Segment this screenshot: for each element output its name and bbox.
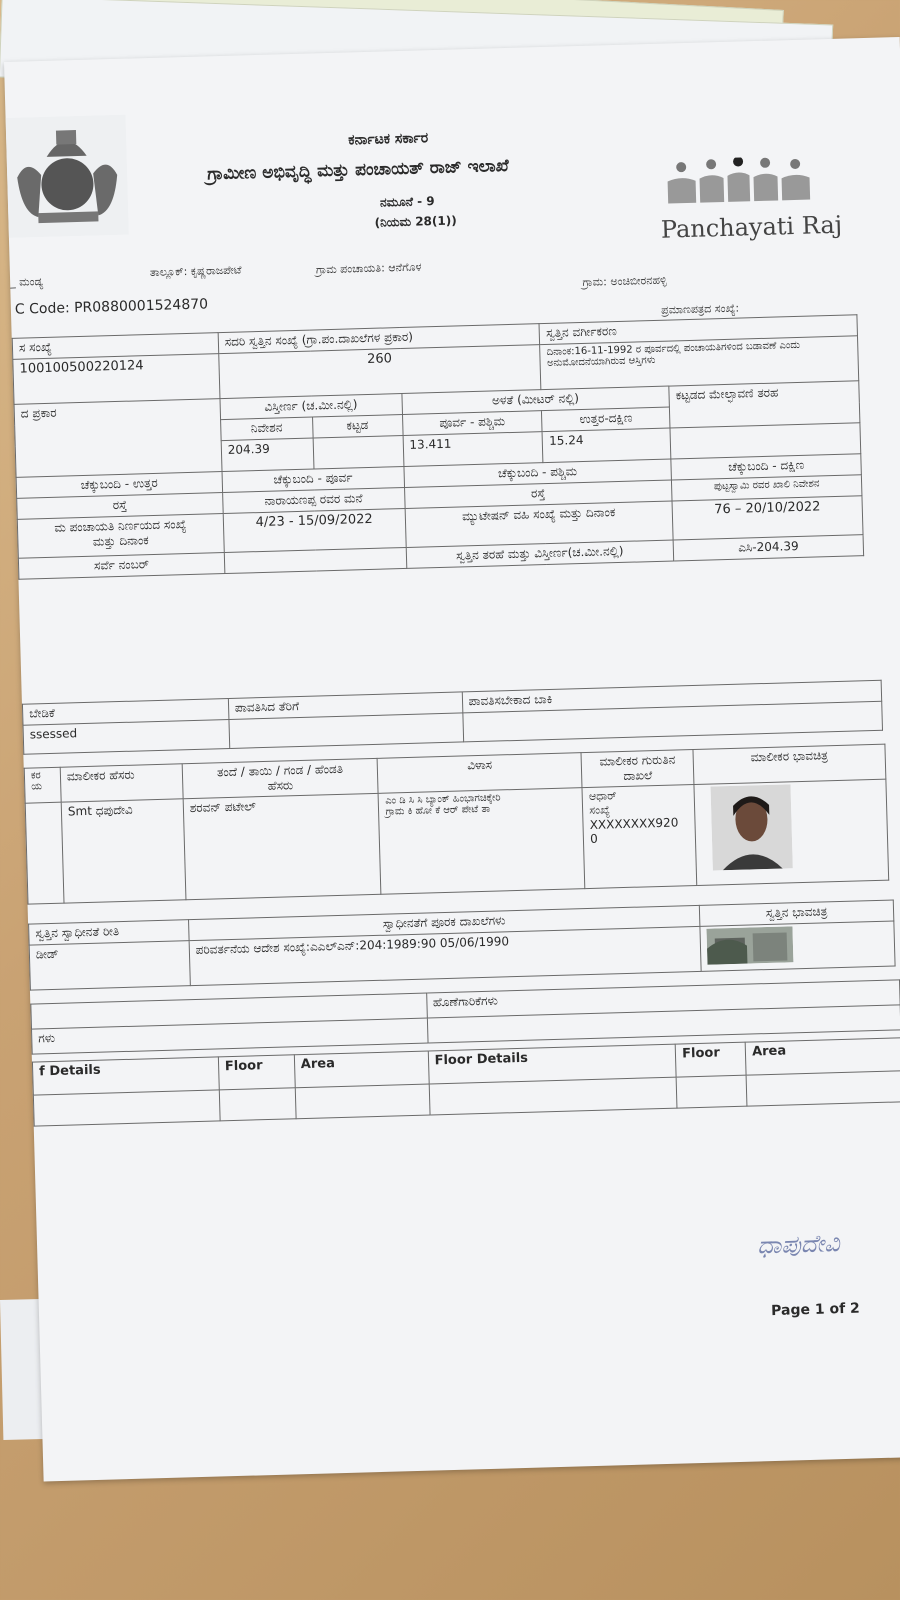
signature: ಧಾಪುದೇವಿ (756, 1229, 841, 1260)
owner-address (379, 788, 585, 895)
left-area-label: Area (294, 1051, 429, 1088)
owner-id-line-2: ಸಂಖ್ಯೆ (589, 803, 611, 817)
boundary-south: ಪುಟ್ಟಸ್ವಾಮಿ ರವರ ಖಾಲಿ ನಿವೇಶನ (672, 475, 862, 501)
id-label-line-1: ಮಾಲೀಕರ ಗುರುತಿನ (599, 752, 676, 769)
right-floor-details-value (429, 1077, 677, 1115)
karnataka-emblem-icon (6, 115, 129, 238)
right-floor-details-label: Floor Details (428, 1044, 676, 1084)
id-label-line-2: ದಾಖಲೆ (623, 768, 653, 783)
east-west-label: ಪೂರ್ವ - ಪಶ್ಚಿಮ (402, 411, 542, 436)
left-floor-label: Floor (218, 1055, 295, 1090)
survey-number (224, 547, 406, 573)
boundary-west: ರಸ್ತೆ (404, 480, 672, 508)
owner-photo-icon (711, 784, 793, 870)
property-type-area-label: ಸ್ವತ್ತಿನ ತರಹೆ ಮತ್ತು ವಿಸ್ತೀರ್ಣ(ಚ.ಮೀ.ನಲ್ಲಿ) (406, 540, 674, 568)
assessed-status: ssessed (23, 719, 230, 754)
liabilities-label: ಹೊಣೆಗಾರಿಕೆಗಳು (426, 980, 900, 1018)
panchayati-raj-logo-icon (663, 155, 814, 209)
property-number: 100100500220124 (13, 354, 220, 405)
form-number: ನಮೂನೆ - 9 (379, 194, 435, 210)
owner-address-line-2: ಗ್ರಾಮ ಕಿ ಹೋ ಕೆ ಆರ್ ಪೇಟೆ ತಾ (385, 803, 491, 818)
village: ಗ್ರಾಮ: ಅಂಚಿಬೀರನಹಳ್ಳಿ (582, 273, 667, 289)
owner-name: Smt ಧಪುದೇವಿ (61, 799, 186, 903)
liabilities-left-label: ಗಳು (32, 1018, 428, 1054)
property-photo-icon (707, 926, 794, 964)
left-floor-details-value (33, 1090, 220, 1126)
resolution-label (17, 514, 224, 559)
tax-table (22, 680, 883, 755)
serial-value (25, 802, 64, 904)
certificate-number-label: ಪ್ರಮಾಣಪತ್ರದ ಸಂಖ್ಯೆ: (661, 301, 740, 317)
owner-id-line-1: ಆಧಾರ್ (588, 789, 617, 803)
owner-address-line-1: ಎಂ ಡಿ ಸಿ ಸಿ ಬ್ಯಾಂಕ್ ಹಿಂಭಾಗಚಿಕ್ಕೇರಿ (385, 792, 501, 807)
north-south-value: 15.24 (542, 428, 671, 463)
address-label: ವಿಳಾಸ (378, 753, 583, 794)
boundary-west-label: ಚೆಕ್ಕುಬಂದಿ - ಪಶ್ಚಿಮ (404, 459, 672, 487)
ownership-docs: ಪರಿವರ್ತನೆಯ ಆದೇಶ ಸಂಖ್ಯೆ:ಎಎಲ್ಎನ್:204:1989:90 05/06/1990 (189, 926, 701, 985)
relation-name: ಶರವನ್ ಪಟೇಲ್ (183, 793, 381, 899)
area-label: ವಿಸ್ತೀರ್ಣ (ಚ.ಮೀ.ನಲ್ಲಿ) (220, 394, 402, 420)
classification-value: ದಿನಾಂಕ:16-11-1992 ರ ಪೂರ್ವದಲ್ಲಿ ಪಂಚಾಯತಿಗಳಿಂದ ಬಡಾವಣೆ ಎಂದು ಅನುಮೋದನೆಯಾಗಿರುವ ಆಸ್ತಿಗಳು (540, 336, 859, 390)
govt-title: ಕರ್ನಾಟಕ ಸರ್ಕಾರ (348, 130, 429, 149)
property-type-area: ಎಸಿ-204.39 (673, 535, 863, 561)
property-photo-cell (700, 921, 895, 971)
boundary-north: ರಸ್ತೆ (17, 493, 223, 520)
property-details-table (12, 314, 864, 580)
owner-photo-label: ಮಾಲೀಕರ ಭಾವಚಿತ್ರ (693, 744, 886, 784)
serial-label-line-1: ಕರ (30, 770, 41, 782)
relation-label-line-1: ತಂದೆ / ತಾಯಿ / ಗಂಡ / ಹೆಂಡತಿ (216, 761, 344, 780)
ownership-method: ಡೀಡ್ (29, 941, 190, 990)
survey-number-label: ಸರ್ವೆ ನಂಬರ್ (18, 553, 224, 580)
owner-photo-cell (694, 779, 889, 885)
panchayati-raj-text: Panchayati Raj (660, 210, 843, 244)
right-floor-label: Floor (675, 1042, 746, 1077)
east-west-value: 13.411 (403, 432, 544, 467)
paid-tax-value (229, 713, 463, 749)
ownership-method-label: ಸ್ವತ್ತಿನ ಸ್ವಾಧೀನತೆ ರೀತಿ (29, 920, 189, 945)
resolution-label-line-1: ಮ ಪಂಚಾಯತಿ ನಿರ್ಣಯದ ಸಂಖ್ಯೆ (54, 517, 187, 535)
boundary-north-label: ಚೆಕ್ಕುಬಂದಿ - ಉತ್ತರ (16, 472, 222, 499)
property-code: C Code: PR0880001524870 (14, 296, 209, 318)
taluk: ತಾಲ್ಲೂಕ್: ಕೃಷ್ಣರಾಜಪೇಟೆ (149, 263, 242, 280)
demand-label: ಬೇಡಿಕೆ (22, 698, 228, 725)
id-document-label (581, 750, 694, 788)
site-area: 204.39 (221, 438, 314, 472)
owner-id (582, 785, 697, 889)
building-label: ಕಟ್ಟಡ (312, 415, 402, 439)
right-floor-value (676, 1075, 747, 1108)
owner-id-number-end: 0 (589, 831, 598, 846)
mutation-label: ಮ್ಯುಟೇಷನ್ ವಹಿ ಸಂಖ್ಯೆ ಮತ್ತು ದಿನಾಂಕ (405, 501, 674, 547)
document-page (4, 37, 900, 1481)
classification-label: ಸ್ವತ್ತಿನ ವರ್ಗೀಕರಣ (539, 315, 857, 345)
district: _ ಮಂಡ್ಯ (9, 274, 44, 289)
department-title: ಗ್ರಾಮೀಣ ಅಭಿವೃದ್ಧಿ ಮತ್ತು ಪಂಚಾಯತ್ ರಾಜ್ ಇಲಾಖೆ (206, 155, 509, 185)
owner-name-label: ಮಾಲೀಕರ ಹೆಸರು (60, 764, 183, 802)
relation-label-line-2: ಹೆಸರು (267, 778, 294, 793)
right-area-value (746, 1071, 900, 1106)
sadara-number: 260 (219, 345, 542, 399)
dimension-label: ಅಳತೆ (ಮೀಟರ್ ನಲ್ಲಿ) (402, 386, 670, 414)
owner-id-number: XXXXXXXX920 (589, 815, 679, 832)
north-south-label: ಉತ್ತರ-ದಕ್ಷಿಣ (542, 407, 670, 432)
ownership-table (28, 899, 896, 990)
paid-tax-label: ಪಾವತಿಸಿದ ತೆರಿಗೆ (228, 692, 462, 720)
ownership-docs-label: ಸ್ವಾಧೀನತೆಗೆ ಪೂರಕ ದಾಖಲೆಗಳು (188, 905, 700, 940)
building-area (313, 436, 404, 469)
page-number: Page 1 of 2 (770, 1300, 861, 1320)
boundary-east: ನಾರಾಯಣಪ್ಪ ರವರ ಮನೆ (222, 487, 404, 513)
boundary-south-label: ಚೆಕ್ಕುಬಂದಿ - ದಕ್ಷಿಣ (671, 454, 861, 480)
gram-panchayat: ಗ್ರಾಮ ಪಂಚಾಯತಿ: ಆನೆಗೊಳ (315, 260, 422, 277)
roof-type-label: ಕಟ್ಟಡದ ಮೇಲ್ಛಾವಣಿ ತರಹ (669, 381, 860, 428)
mutation-value: 76 – 20/10/2022 (672, 496, 863, 540)
due-amount-label: ಪಾವತಿಸಬೇಕಾದ ಬಾಕಿ (462, 680, 882, 713)
left-floor-value (219, 1088, 296, 1121)
property-photo-label: ಸ್ವತ್ತಿನ ಭಾವಚಿತ್ರ (699, 900, 893, 926)
boundary-east-label: ಚೆಕ್ಕುಬಂದಿ - ಪೂರ್ವ (222, 467, 404, 493)
sadara-number-label: ಸದರಿ ಸ್ವತ್ತಿನ ಸಂಖ್ಯೆ (ಗ್ರಾ.ಪಂ.ದಾಖಲೆಗಳ ಪ್ರಕಾರ) (218, 324, 540, 354)
rule-number: (ನಿಯಮ 28(1)) (374, 213, 457, 230)
left-area-value (295, 1084, 430, 1119)
right-area-label: Area (745, 1038, 900, 1075)
left-floor-details-label: f Details (32, 1057, 219, 1095)
resolution-label-line-2: ಮತ್ತು ದಿನಾಂಕ (92, 533, 149, 549)
property-number-label: ಸ ಸಂಖ್ಯೆ (12, 333, 218, 360)
serial-label-line-2: ಯ (31, 781, 43, 793)
relation-label (182, 758, 379, 798)
site-label: ನಿವೇಶನ (220, 417, 312, 441)
owner-table (24, 744, 889, 905)
property-type-label: ದ ಪ್ರಕಾರ (14, 399, 222, 478)
resolution-value: 4/23 - 15/09/2022 (223, 508, 406, 552)
serial-label (24, 767, 61, 803)
